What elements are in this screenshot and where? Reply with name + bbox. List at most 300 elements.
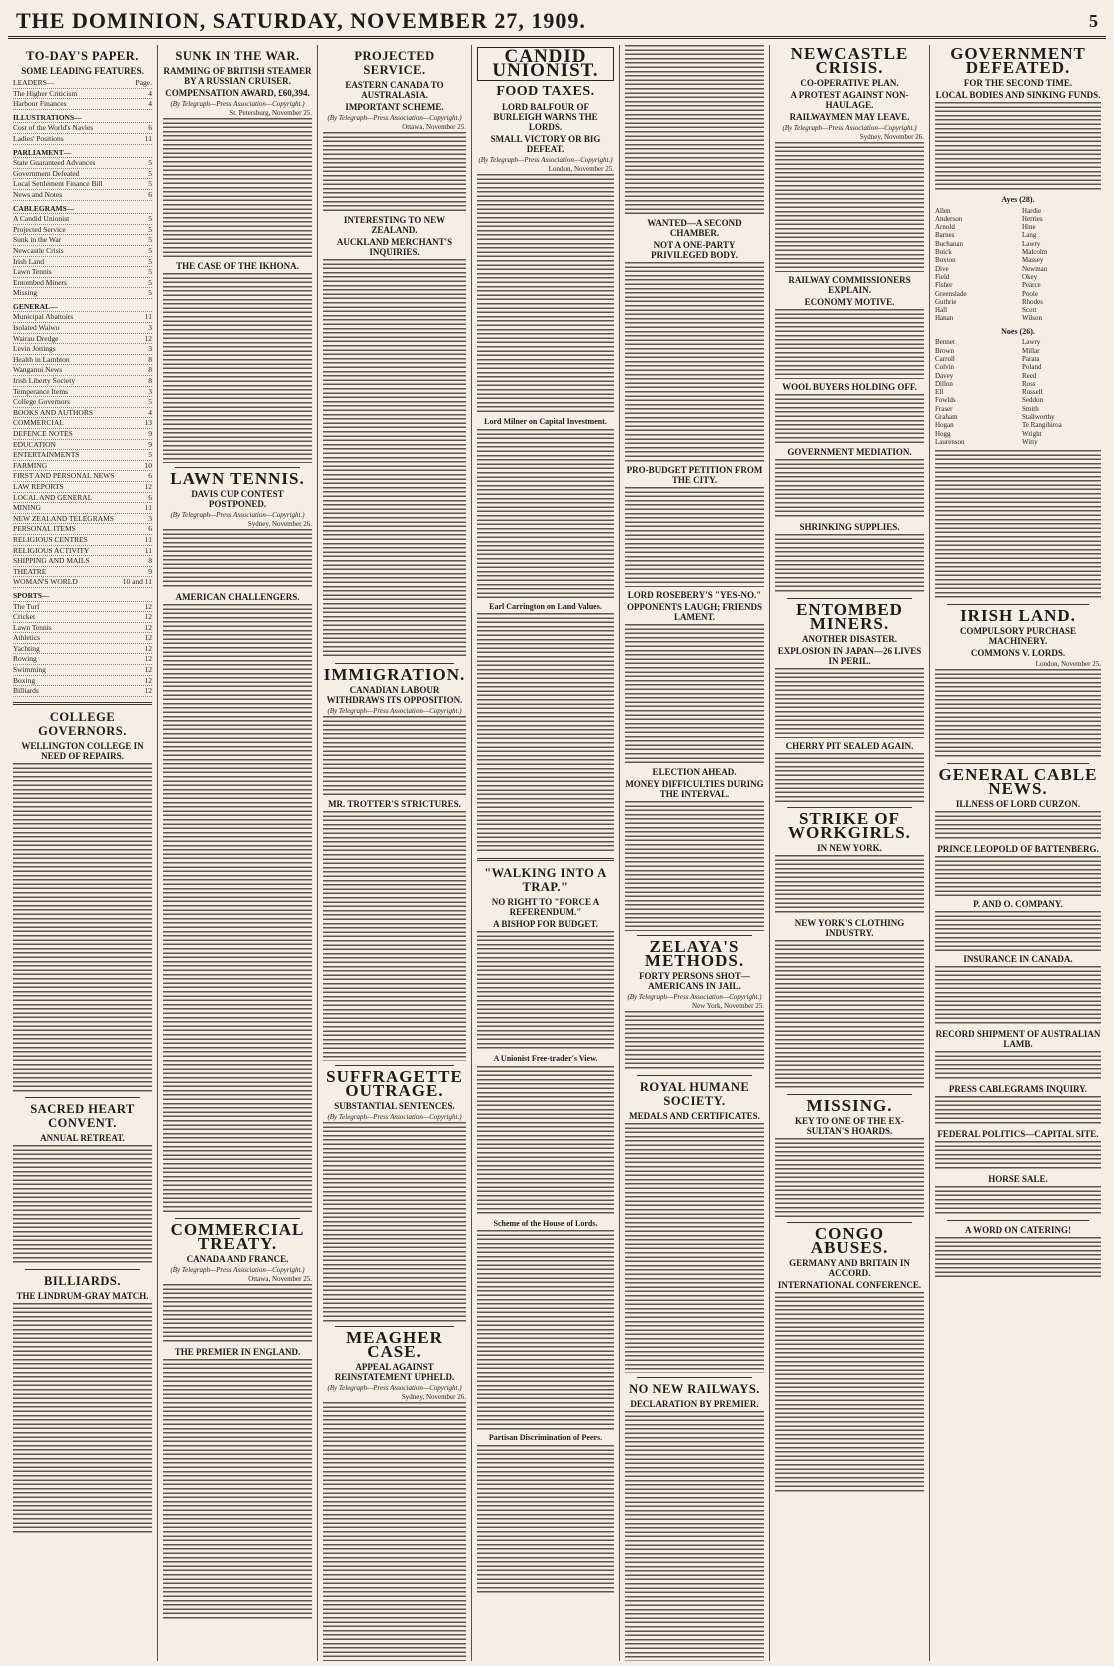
member-name: Barnes: [935, 231, 955, 240]
federal-subtitle: FEDERAL POLITICS—CAPITAL SITE.: [937, 1129, 1099, 1140]
article-body: [13, 763, 152, 1093]
member-name: Dillon: [935, 379, 953, 388]
article-body: [625, 1011, 764, 1071]
wool-subtitle: WOOL BUYERS HOLDING OFF.: [782, 382, 917, 392]
index-page: 4: [148, 407, 152, 417]
index-label: COMMERCIAL: [13, 418, 64, 428]
member-name: Stallworthy: [1022, 413, 1055, 422]
index-row: [13, 267, 152, 278]
index-row: [13, 246, 152, 257]
index-label: RELIGIOUS CENTRES: [13, 534, 88, 544]
index-row: [13, 524, 152, 535]
index-label: CABLEGRAMS—: [13, 203, 75, 213]
premier-subtitle: THE PREMIER IN ENGLAND.: [174, 1347, 301, 1357]
newcastle-subtitle-3: RAILWAYMEN MAY LEAVE.: [789, 112, 910, 122]
index-page: 5: [148, 179, 152, 189]
index-row: [13, 493, 152, 504]
zelaya-title: ZELAYA'S METHODS.: [644, 937, 745, 970]
member-name: Rhodes: [1022, 297, 1043, 306]
defeated-subtitle: FOR THE SECOND TIME.: [963, 78, 1073, 88]
article-body: [935, 1096, 1101, 1126]
wanted-subtitle-2: NOT A ONE-PARTY PRIVILEGED BODY.: [651, 240, 738, 260]
index-label: Newcastle Crisis: [13, 245, 64, 255]
column-7: [930, 45, 1106, 1661]
member-name: Reed: [1022, 371, 1037, 380]
index-page: 11: [144, 312, 152, 322]
index-page: 5: [148, 224, 152, 234]
index-row: [13, 169, 152, 180]
column-3: [318, 45, 472, 1661]
po-subtitle: P. AND O. COMPANY.: [973, 899, 1063, 910]
article-body: [625, 487, 764, 587]
index-label: Levin Jottings: [13, 344, 56, 354]
index-label: Government Defeated: [13, 168, 80, 178]
member-name: Ell: [935, 388, 944, 397]
member-name: Brown: [935, 346, 955, 355]
index-page: 6: [148, 123, 152, 133]
index-row: [13, 397, 152, 408]
column-5: [620, 45, 770, 1661]
index-label: Boxing: [13, 675, 36, 685]
article-body: [625, 262, 764, 462]
press-subtitle: PRESS CABLEGRAMS INQUIRY.: [948, 1084, 1088, 1095]
humane-title: ROYAL HUMANE SOCIETY.: [639, 1080, 750, 1108]
article-body: [323, 132, 466, 212]
member-name: Buxton: [935, 256, 956, 265]
article-body: [163, 118, 312, 258]
member-name: Allen: [935, 206, 951, 215]
press-credit: (By Telegraph—Press Association—Copyright.): [170, 100, 305, 108]
index-row: [13, 567, 152, 578]
index-row: [13, 376, 152, 387]
index-row: [13, 408, 152, 419]
index-page: 3: [148, 386, 152, 396]
index-page: 11: [144, 133, 152, 143]
index-page: 3: [148, 513, 152, 523]
index-label: The Higher Criticism: [13, 88, 78, 98]
commissioners-subtitle: RAILWAY COMMISSIONERS EXPLAIN.: [788, 275, 911, 295]
index-label: College Governors: [13, 397, 70, 407]
index-row: [13, 623, 152, 634]
index-page: 12: [144, 665, 152, 675]
index-label: LEADERS—: [13, 78, 55, 87]
entombed-subtitle-2: EXPLOSION IN JAPAN—26 LIVES IN PERIL.: [777, 646, 922, 666]
index-label: Isolated Waiwo: [13, 323, 60, 333]
index-label: LAW REPORTS: [13, 481, 64, 491]
walking-subtitle: NO RIGHT TO "FORCE A REFERENDUM.": [491, 897, 600, 918]
ayes-list: [935, 207, 1101, 323]
press-credit: (By Telegraph—Press Association—Copyright.): [170, 511, 305, 519]
member-name: Okey: [1022, 272, 1038, 281]
railways-subtitle: DECLARATION BY PREMIER.: [630, 1399, 759, 1409]
index-page: 8: [148, 376, 152, 386]
index-label: RELIGIOUS ACTIVITY: [13, 545, 90, 555]
index-label: Yachting: [13, 643, 40, 653]
index-row: [13, 482, 152, 493]
dateline: Ottawa, November 25.: [402, 123, 466, 131]
dateline: St. Petersburg, November 25.: [229, 109, 312, 117]
index-label: MINING: [13, 503, 41, 513]
defeated-title: GOVERNMENT DEFEATED.: [950, 45, 1086, 77]
lawn-title: LAWN TENNIS.: [170, 469, 305, 488]
index-label: Local Settlement Finance Bill: [13, 179, 103, 189]
index-page: 11: [144, 545, 152, 555]
index-page: 11: [144, 534, 152, 544]
member-name: Fraser: [935, 404, 953, 413]
columns: [8, 45, 1106, 1661]
index-page: 5: [148, 214, 152, 224]
dateline: Sydney, November 26.: [859, 133, 924, 141]
index-row: [13, 225, 152, 236]
article-body: [625, 624, 764, 764]
index-row: [13, 344, 152, 355]
index-page: 5: [148, 158, 152, 168]
article-body: [163, 529, 312, 589]
index-label: BOOKS AND AUTHORS: [13, 407, 94, 417]
member-name: Buchanan: [935, 239, 963, 248]
food-subtitle: LORD BALFOUR OF BURLEIGH WARNS THE LORDS.: [493, 102, 598, 132]
index-label: Rowing: [13, 654, 37, 664]
article-body: [323, 1402, 466, 1661]
contents-index: [13, 78, 152, 697]
index-page: 9: [148, 439, 152, 449]
dateline: New York, November 25.: [692, 1002, 764, 1010]
press-credit: (By Telegraph—Press Association—Copyright.): [327, 1113, 462, 1121]
index-label: ILLUSTRATIONS—: [13, 112, 82, 122]
index-label: GENERAL—: [13, 301, 58, 311]
index-label: Cricket: [13, 612, 36, 622]
index-row: [13, 148, 152, 159]
member-name: Arnold: [935, 223, 955, 232]
scheme-subhead: Scheme of the House of Lords.: [493, 1218, 598, 1228]
election-subtitle-2: MONEY DIFFICULTIES DURING THE INTERVAL.: [625, 779, 764, 799]
lawn-subtitle: DAVIS CUP CONTEST POSTPONED.: [191, 489, 284, 509]
member-name: Parata: [1022, 354, 1040, 363]
index-page: 12: [144, 333, 152, 343]
article-body: [935, 1186, 1101, 1216]
index-page: 5: [148, 168, 152, 178]
irish-title: IRISH LAND.: [960, 606, 1076, 626]
article-body: [477, 931, 614, 1051]
index-row: [13, 302, 152, 313]
index-page: 12: [144, 675, 152, 685]
walking-title: "WALKING INTO A TRAP.": [484, 866, 607, 895]
article-body: [935, 1051, 1101, 1081]
immigration-subtitle: CANADIAN LABOUR WITHDRAWS ITS OPPOSITION.: [326, 685, 463, 705]
article-body: [775, 534, 924, 594]
article-body: [625, 1411, 764, 1661]
index-row: [13, 257, 152, 268]
column-1: [8, 45, 158, 1661]
index-row: [13, 89, 152, 100]
index-label: Irish Liberty Society: [13, 376, 76, 386]
index-row: [13, 644, 152, 655]
article-body: [935, 966, 1101, 1026]
index-row: [13, 429, 152, 440]
partisan-subhead: Partisan Discrimination of Peers.: [488, 1433, 603, 1443]
index-label: EDUCATION: [13, 439, 56, 449]
index-label: Harbour Finances: [13, 99, 67, 109]
commercial-title: COMMERCIAL TREATY.: [170, 1220, 305, 1253]
index-page: 6: [148, 189, 152, 199]
strike-subtitle: IN NEW YORK.: [817, 843, 882, 853]
index-label: The Turf: [13, 601, 40, 611]
index-subtitle: SOME LEADING FEATURES.: [21, 66, 144, 76]
index-row: [13, 418, 152, 429]
newcastle-subtitle: CO-OPERATIVE PLAN.: [800, 78, 899, 88]
index-row: [13, 612, 152, 623]
index-row: [13, 288, 152, 299]
index-page: 3: [148, 344, 152, 354]
index-row: [13, 235, 152, 246]
member-name: Wright: [1022, 429, 1042, 438]
index-row: [13, 113, 152, 124]
dateline: Sydney, November 26.: [401, 1393, 466, 1401]
index-label: SPORTS—: [13, 590, 50, 600]
index-page: 8: [148, 354, 152, 364]
press-credit: (By Telegraph—Press Association—Copyright.): [170, 1266, 305, 1274]
index-label: NEW ZEALAND TELEGRAMS: [13, 513, 114, 523]
dateline: London, November 25.: [1035, 660, 1101, 669]
article-body: [323, 259, 466, 659]
congo-title: CONGO ABUSES.: [810, 1224, 889, 1257]
index-row: [13, 134, 152, 145]
general-subtitle: ILLNESS OF LORD CURZON.: [955, 799, 1081, 810]
bishop-subtitle: A BISHOP FOR BUDGET.: [493, 919, 598, 930]
zelaya-subtitle: FORTY PERSONS SHOT—AMERICANS IN JAIL.: [639, 971, 750, 991]
index-row: [13, 654, 152, 665]
member-name: Lawry: [1022, 338, 1041, 347]
rosebery-subtitle-2: OPPONENTS LAUGH; FRIENDS LAMENT.: [626, 602, 762, 622]
article-body: [775, 855, 924, 915]
member-name: Guthrie: [935, 297, 957, 306]
index-row: [13, 471, 152, 482]
member-name: Pearce: [1022, 281, 1041, 290]
member-name: Russell: [1022, 388, 1043, 397]
article-body: [477, 429, 614, 599]
food-subtitle-2: SMALL VICTORY OR BIG DEFEAT.: [490, 134, 601, 154]
meagher-title: MEAGHER CASE.: [346, 1328, 443, 1361]
index-page: 12: [144, 633, 152, 643]
commercial-subtitle: CANADA AND FRANCE.: [186, 1254, 289, 1264]
press-credit: (By Telegraph—Press Association—Copyright.): [327, 707, 462, 715]
article-body: [775, 309, 924, 379]
article-body: [935, 450, 1101, 600]
congo-subtitle-2: INTERNATIONAL CONFERENCE.: [777, 1280, 922, 1290]
index-label: Irish Land: [13, 256, 45, 266]
index-row: [13, 158, 152, 169]
member-name: Carroll: [935, 354, 955, 363]
index-page: 10: [144, 460, 152, 470]
index-page: 12: [144, 612, 152, 622]
index-label: Health in Lambton: [13, 354, 70, 364]
index-row: [13, 204, 152, 215]
irish-subtitle-2: COMMONS V. LORDS.: [970, 648, 1066, 659]
article-body: [323, 1122, 466, 1322]
milner-subhead: Lord Milner on Capital Investment.: [484, 417, 607, 426]
member-name: Colvin: [935, 363, 955, 372]
college-subtitle: WELLINGTON COLLEGE IN NEED OF REPAIRS.: [21, 740, 144, 761]
index-page: 10 and 11: [122, 577, 152, 587]
horse-subtitle: HORSE SALE.: [988, 1174, 1048, 1185]
carrington-subhead: Earl Carrington on Land Values.: [489, 601, 602, 611]
article-body: [13, 1145, 152, 1265]
candid-title: CANDID UNIONIST.: [477, 47, 614, 81]
member-name: Poland: [1022, 363, 1042, 372]
index-row: [13, 665, 152, 676]
index-row: [13, 278, 152, 289]
index-row: [13, 78, 152, 89]
index-label: A Candid Unionist: [13, 214, 70, 224]
index-row: [13, 602, 152, 613]
index-label: Ladies' Positions: [13, 133, 64, 143]
article-body: [163, 273, 312, 463]
index-label: FARMING: [13, 460, 48, 470]
index-page: 12: [144, 643, 152, 653]
meagher-subtitle: APPEAL AGAINST REINSTATEMENT UPHELD.: [334, 1362, 455, 1382]
index-page: 11: [144, 503, 152, 513]
index-page: 5: [148, 450, 152, 460]
index-page: 5: [148, 397, 152, 407]
member-name: Anderson: [935, 214, 963, 223]
index-label: Projected Service: [13, 224, 66, 234]
index-page: 5: [148, 288, 152, 298]
index-page: 9: [148, 429, 152, 438]
member-name: Te Rangihiroa: [1022, 421, 1062, 430]
immigration-title: IMMIGRATION.: [323, 665, 466, 684]
index-page: 12: [144, 686, 152, 696]
index-label: Swimming: [13, 665, 46, 675]
dateline: London, November 25.: [548, 165, 614, 173]
member-name: Hardie: [1022, 206, 1042, 215]
index-page: 12: [144, 622, 152, 632]
press-credit: (By Telegraph—Press Association—Copyright.): [478, 156, 613, 164]
article-body: [935, 856, 1101, 896]
index-row: [13, 440, 152, 451]
index-row: [13, 355, 152, 366]
article-body: [935, 669, 1101, 759]
college-title: COLLEGE GOVERNORS.: [38, 709, 127, 738]
ikhona-subtitle: THE CASE OF THE IKHONA.: [176, 261, 299, 271]
article-body: [935, 811, 1101, 841]
index-page: 4: [148, 88, 152, 98]
index-label: PERSONAL ITEMS: [13, 524, 76, 534]
index-label: WOMAN'S WORLD: [13, 577, 78, 587]
article-body: [775, 1138, 924, 1218]
member-name: Greenslade: [935, 289, 967, 298]
index-row: [13, 686, 152, 697]
index-label: Billiards: [13, 686, 39, 696]
newcastle-subtitle-2: A PROTEST AGAINST NON-HAULAGE.: [790, 90, 909, 110]
index-row: [13, 514, 152, 525]
projected-subtitle-2: IMPORTANT SCHEME.: [345, 102, 444, 112]
mcl-subtitle: AMERICAN CHALLENGERS.: [175, 592, 300, 602]
index-label: Wanganui News: [13, 365, 63, 375]
member-name: Buick: [935, 248, 952, 257]
projected-subtitle: EASTERN CANADA TO AUSTRALASIA.: [345, 80, 444, 100]
index-label: FIRST AND PERSONAL NEWS: [13, 471, 115, 481]
member-name: Hanan: [935, 314, 954, 323]
member-name: Lang: [1022, 231, 1037, 240]
election-subtitle: ELECTION AHEAD.: [652, 767, 737, 777]
rosebery-subtitle: LORD ROSEBERY'S "YES-NO.": [627, 590, 762, 600]
insurance-subtitle: INSURANCE IN CANADA.: [963, 954, 1073, 965]
index-page: 12: [144, 481, 152, 491]
member-name: Seddon: [1022, 396, 1043, 405]
article-body: [477, 613, 614, 853]
index-page: 4: [148, 99, 152, 109]
economy-subtitle: ECONOMY MOTIVE.: [804, 297, 895, 307]
member-name: Davey: [935, 371, 954, 380]
billiards-subtitle: THE LINDRUM-GRAY MATCH.: [16, 1290, 149, 1301]
article-body: [13, 1303, 152, 1533]
index-label: Cost of the World's Navies: [13, 123, 94, 133]
index-row: [13, 535, 152, 546]
index-page: 5: [148, 235, 152, 245]
catering-subtitle: A WORD ON CATERING!: [965, 1225, 1071, 1236]
article-body: [775, 940, 924, 1090]
article-body: [323, 811, 466, 1061]
member-name: Hall: [935, 306, 948, 315]
article-body: [775, 459, 924, 519]
article-body: [477, 1445, 614, 1595]
index-label: SHIPPING AND MAILS: [13, 556, 90, 566]
index-page: 8: [148, 365, 152, 375]
index-row: [13, 323, 152, 334]
entombed-subtitle: ANOTHER DISASTER.: [801, 634, 898, 644]
ayes-label: Ayes (28).: [1001, 195, 1035, 204]
index-page: Page.: [135, 78, 152, 87]
member-name: Fowlds: [935, 396, 956, 405]
wanted-subtitle: WANTED—A SECOND CHAMBER.: [647, 218, 742, 238]
index-row: [13, 450, 152, 461]
index-row: [13, 365, 152, 376]
strike-title: STRIKE OF WORKGIRLS.: [788, 809, 911, 842]
index-label: PARLIAMENT—: [13, 147, 72, 157]
index-page: 5: [148, 267, 152, 277]
clothing-subtitle: NEW YORK'S CLOTHING INDUSTRY.: [794, 918, 905, 938]
noes-list: [935, 338, 1101, 446]
member-name: Millar: [1022, 346, 1040, 355]
article-body: [477, 1066, 614, 1216]
index-row: [13, 123, 152, 134]
noes-label: Noes (26).: [1001, 326, 1035, 336]
member-name: Poole: [1022, 289, 1038, 298]
member-name: Field: [935, 272, 950, 281]
unionist-subhead: A Unionist Free-trader's View.: [493, 1054, 598, 1064]
general-title: GENERAL CABLE NEWS.: [938, 765, 1098, 799]
index-row: [13, 461, 152, 472]
member-name: Witty: [1022, 437, 1038, 446]
member-name: Bennet: [935, 338, 955, 347]
member-name: Newman: [1022, 264, 1048, 273]
index-page: 3: [148, 323, 152, 333]
index-row: [13, 179, 152, 190]
masthead-title: THE DOMINION, SATURDAY, NOVEMBER 27, 1909.: [16, 8, 586, 33]
index-label: Sunk in the War: [13, 235, 62, 245]
missing-subtitle: KEY TO ONE OF THE EX-SULTAN'S HOARDS.: [794, 1116, 905, 1136]
sacred-subtitle: ANNUAL RETREAT.: [40, 1132, 125, 1143]
index-row: [13, 214, 152, 225]
index-row: [13, 676, 152, 687]
article-body: [163, 1284, 312, 1344]
article-body: [625, 45, 764, 215]
article-body: [477, 1230, 614, 1430]
article-body: [935, 102, 1101, 192]
article-body: [625, 801, 764, 931]
leopold-subtitle: PRINCE LEOPOLD OF BATTENBERG.: [937, 844, 1099, 855]
index-row: [13, 633, 152, 644]
